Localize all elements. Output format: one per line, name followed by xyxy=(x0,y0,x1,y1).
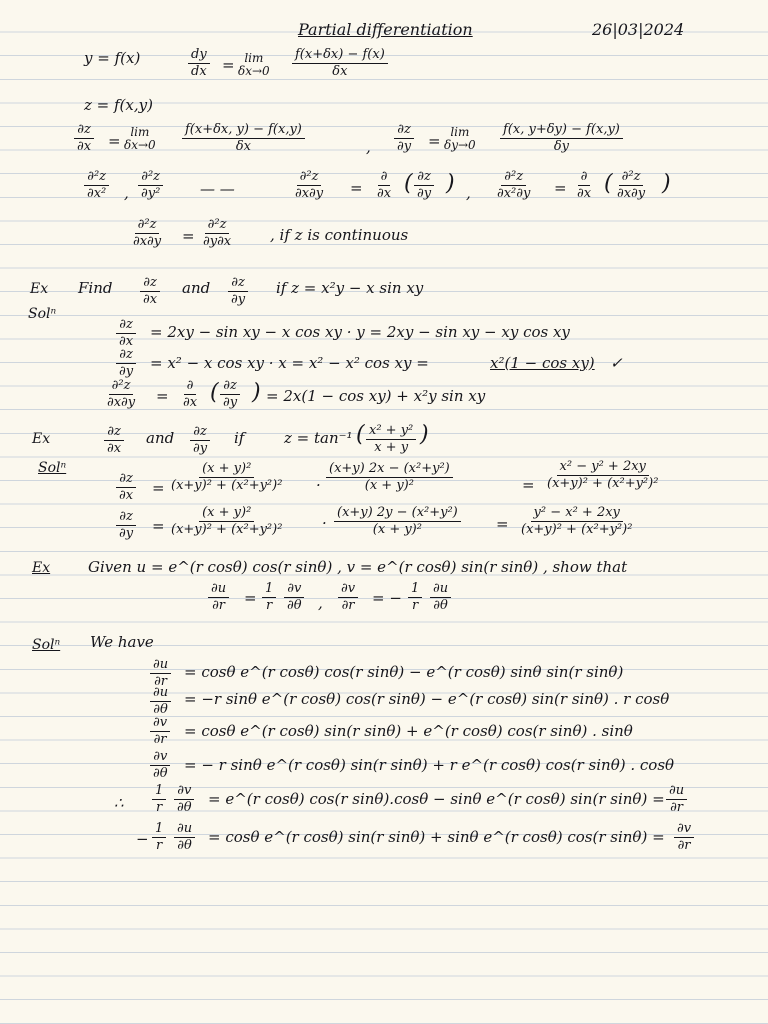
def2a-dzdx: $\frac{\partial z}{\partial x}$ xyxy=(74,123,94,153)
page-date: 26|03|2024 xyxy=(592,20,685,39)
ex1-and: and xyxy=(182,279,211,297)
therefore-icon: ∴ xyxy=(114,794,124,812)
def3-ddx: ∂ ∂x xyxy=(377,169,392,201)
ex3-eq1: = xyxy=(244,589,257,607)
sol1-line3-eq: = xyxy=(156,387,169,405)
sol1-line2-result: x²(1 − cos xy) xyxy=(490,354,595,372)
def2b-eq: = xyxy=(428,132,441,150)
sol2-l2-eq2: = xyxy=(496,515,509,533)
def3-comma1: , xyxy=(124,184,129,202)
def2-lhs: z = f(x,y) xyxy=(84,96,153,114)
sol3-l5-dudr: $\frac{\partial u}{\partial r}$ xyxy=(666,784,687,814)
def4-condition: , if z is continuous xyxy=(270,226,409,244)
ex2-label: Ex xyxy=(32,431,51,447)
sol3-intro: We have xyxy=(90,633,154,651)
sol2-l2-dot: · xyxy=(322,514,327,532)
sol1-label: Solⁿ xyxy=(28,306,57,322)
ex2-dzdy: $\frac{\partial z}{\partial y}$ xyxy=(190,425,210,455)
def2b-quotient: $\frac{f(x, y+\delta y) - f(x,y)}{\delta y}$ xyxy=(500,123,623,153)
def3-d2zdxdy-2: $\frac{\text{∂²z}}{\partial x\partial y}$ xyxy=(617,169,646,201)
ex3-given: Given u = e^(r cosθ) cos(r sinθ) , v = e^(r cosθ) sin(r sinθ) , show that xyxy=(88,558,628,576)
sol3-dvdr: $\frac{\partial v}{\partial r}$ xyxy=(150,716,170,746)
ex3-eq2: = − xyxy=(372,589,402,607)
def3-paren-close-2: ) xyxy=(662,171,671,196)
sol2-label: Solⁿ xyxy=(38,460,67,476)
sol2-l2-result: $\frac{\text{y² − x² + 2xy}}{\text{(x+y)² + (x²+y²)²}}$ xyxy=(521,505,633,537)
def2b-limit: lim δy→0 xyxy=(444,125,476,152)
def3-paren-close: ) xyxy=(446,171,455,196)
sol1-dzdx: $\frac{\partial z}{\partial x}$ xyxy=(116,318,136,348)
sol3-line4: = − r sinθ e^(r cosθ) sin(r sinθ) + r e^(r cosθ) cos(r sinθ) . cosθ xyxy=(184,756,675,774)
ex1-dzdy: $\frac{\partial z}{\partial y}$ xyxy=(228,276,248,306)
def4-eq: = xyxy=(182,227,195,245)
ex3-dvdr: $\frac{\partial v}{\partial r}$ xyxy=(338,582,358,612)
sol3-dvdtheta: $\frac{\partial v}{\partial\theta}$ xyxy=(150,750,171,780)
sol3-l5-dvdtheta: $\frac{\partial v}{\partial\theta}$ xyxy=(174,784,195,814)
ex1-function: if z = x²y − x sin xy xyxy=(276,279,424,297)
def3-comma2: , xyxy=(466,184,471,202)
sol1-line2: = x² − x cos xy · x = x² − x² cos xy = xyxy=(150,354,429,372)
ex2-argument: $\frac{\text{x² + y²}}{x + y}$ xyxy=(366,424,416,454)
sol2-l1-factor2: $\frac{\text{(x+y) 2x − (x²+y²)}}{\text{(x + y)²}}$ xyxy=(326,462,453,492)
def3-d2zdx2dy: $\frac{\text{∂²z}}{\text{∂x²∂y}}$ xyxy=(497,169,531,201)
def2-comma: , xyxy=(366,138,371,156)
sol3-l6-dvdr: $\frac{\partial v}{\partial r}$ xyxy=(674,822,694,852)
sol1-ddx: ∂ ∂x xyxy=(183,378,198,410)
ex2-dzdx: $\frac{\partial z}{\partial x}$ xyxy=(104,425,124,455)
check-icon: ✓ xyxy=(610,354,623,372)
sol1-paren-close: ) xyxy=(252,380,261,405)
sol2-l2-factor2: $\frac{\text{(x+y) 2y − (x²+y²)}}{\text{(x + y)²}}$ xyxy=(334,506,461,536)
sol2-l2-factor1: $\frac{\text{(x + y)²}}{\text{(x+y)² + (x²+y²)²}}$ xyxy=(171,505,283,537)
ex3-one-over-r-2: $\frac{1}{r}$ xyxy=(408,582,422,612)
ex2-if: if xyxy=(234,429,245,447)
ex3-label: Ex xyxy=(32,560,51,576)
sol1-paren-open: ( xyxy=(210,380,219,405)
sol2-l1-result: $\frac{\text{x² − y² + 2xy}}{\text{(x+y)² + (x²+y²)²}}$ xyxy=(547,459,659,491)
ex3-dudr: $\frac{\partial u}{\partial r}$ xyxy=(208,582,229,612)
sol3-label: Solⁿ xyxy=(32,637,61,653)
ex3-comma: , xyxy=(318,594,323,612)
ex3-dudtheta: $\frac{\partial u}{\partial\theta}$ xyxy=(430,582,451,612)
def3-dash: — — xyxy=(200,180,235,198)
sol3-l6-one-over-r: $\frac{1}{r}$ xyxy=(152,822,166,852)
def1-limit: lim δx→0 xyxy=(238,51,270,78)
sol3-l6-dudtheta: $\frac{\partial u}{\partial\theta}$ xyxy=(174,822,195,852)
ex3-one-over-r: $\frac{1}{r}$ xyxy=(262,582,276,612)
sol3-line5: = e^(r cosθ) cos(r sinθ).cosθ − sinθ e^(r cosθ) sin(r sinθ) = xyxy=(208,790,665,808)
ex1-label: Ex xyxy=(30,281,49,297)
def4-d2zdxdy: $\frac{\text{∂²z}}{\partial x\partial y}$ xyxy=(133,217,162,249)
sol3-dudtheta: $\frac{\partial u}{\partial\theta}$ xyxy=(150,686,171,716)
def1-lhs: y = f(x) xyxy=(84,49,141,67)
def3-dzdy: $\frac{\partial z}{\partial y}$ xyxy=(414,170,434,200)
def4-d2zdydx: $\frac{\text{∂²z}}{\partial y\partial x}$ xyxy=(203,217,232,249)
sol1-d2zdxdy: $\frac{\text{∂²z}}{\partial x\partial y}$ xyxy=(107,378,136,410)
sol1-line1: = 2xy − sin xy − x cos xy · y = 2xy − sin xy − xy cos xy xyxy=(150,323,570,341)
ex3-dvdtheta: $\frac{\partial v}{\partial\theta}$ xyxy=(284,582,305,612)
ex2-lhs: z = tan⁻¹ xyxy=(284,429,353,447)
sol3-l5-one-over-r: $\frac{1}{r}$ xyxy=(152,784,166,814)
ex1-find: Find xyxy=(78,279,113,297)
sol2-l1-dot: · xyxy=(316,476,321,494)
sol3-line6: = cosθ e^(r cosθ) sin(r sinθ) + sinθ e^(r cosθ) cos(r sinθ) = xyxy=(208,828,665,846)
def3-eq2: = xyxy=(554,179,567,197)
ex2-paren-close: ) xyxy=(420,422,429,447)
def3-d2zdxdy: $\frac{\text{∂²z}}{\partial x\partial y}$ xyxy=(295,169,324,201)
sol2-l1-eq: = xyxy=(152,479,165,497)
sol3-l6-minus: − xyxy=(136,830,149,848)
sol2-dzdx: $\frac{\partial z}{\partial x}$ xyxy=(116,472,136,502)
def3-d2zdy2: $\frac{\text{∂²z}}{\text{∂y²}}$ xyxy=(138,170,163,200)
def1-dydx: $\frac{dy}{dx}$ xyxy=(188,48,210,78)
sol2-l1-eq2: = xyxy=(522,476,535,494)
def2a-limit: lim δx→0 xyxy=(124,125,156,152)
sol1-line3: = 2x(1 − cos xy) + x²y sin xy xyxy=(266,387,486,405)
def2a-eq: = xyxy=(108,132,121,150)
def2b-dzdy: $\frac{\partial z}{\partial y}$ xyxy=(394,123,414,153)
def3-ddx-2: ∂ ∂x xyxy=(577,169,592,201)
sol1-dzdy-2: $\frac{\partial z}{\partial y}$ xyxy=(220,379,240,409)
ex1-dzdx: $\frac{\partial z}{\partial x}$ xyxy=(140,276,160,306)
sol1-dzdy: $\frac{\partial z}{\partial y}$ xyxy=(116,348,136,378)
sol3-line2: = −r sinθ e^(r cosθ) cos(r sinθ) − e^(r cosθ) sin(r sinθ) . r cosθ xyxy=(184,690,670,708)
ex2-paren-open: ( xyxy=(356,422,365,447)
sol2-l2-eq: = xyxy=(152,517,165,535)
def3-d2zdx2: $\frac{\text{∂²z}}{\text{∂x²}}$ xyxy=(84,170,109,200)
def1-quotient: $\frac{f(x+\delta x) - f(x)}{\delta x}$ xyxy=(292,48,388,78)
def3-paren-open-2: ( xyxy=(604,171,613,196)
def2a-quotient: $\frac{f(x+\delta x, y) - f(x,y)}{\delta x}$ xyxy=(182,123,305,153)
sol3-line3: = cosθ e^(r cosθ) sin(r sinθ) + e^(r cosθ) cos(r sinθ) . sinθ xyxy=(184,722,633,740)
sol2-l1-factor1: $\frac{\text{(x + y)²}}{\text{(x+y)² + (x²+y²)²}}$ xyxy=(171,461,283,493)
def1-eq: = xyxy=(222,56,235,74)
sol3-line1: = cosθ e^(r cosθ) cos(r sinθ) − e^(r cosθ) sinθ sin(r sinθ) xyxy=(184,663,624,681)
def3-eq1: = xyxy=(350,179,363,197)
page-title: Partial differentiation xyxy=(298,20,473,39)
def3-paren-open: ( xyxy=(404,171,413,196)
sol2-dzdy: $\frac{\partial z}{\partial y}$ xyxy=(116,510,136,540)
sol3-dudr: $\frac{\partial u}{\partial r}$ xyxy=(150,658,171,688)
ex2-and: and xyxy=(146,429,175,447)
